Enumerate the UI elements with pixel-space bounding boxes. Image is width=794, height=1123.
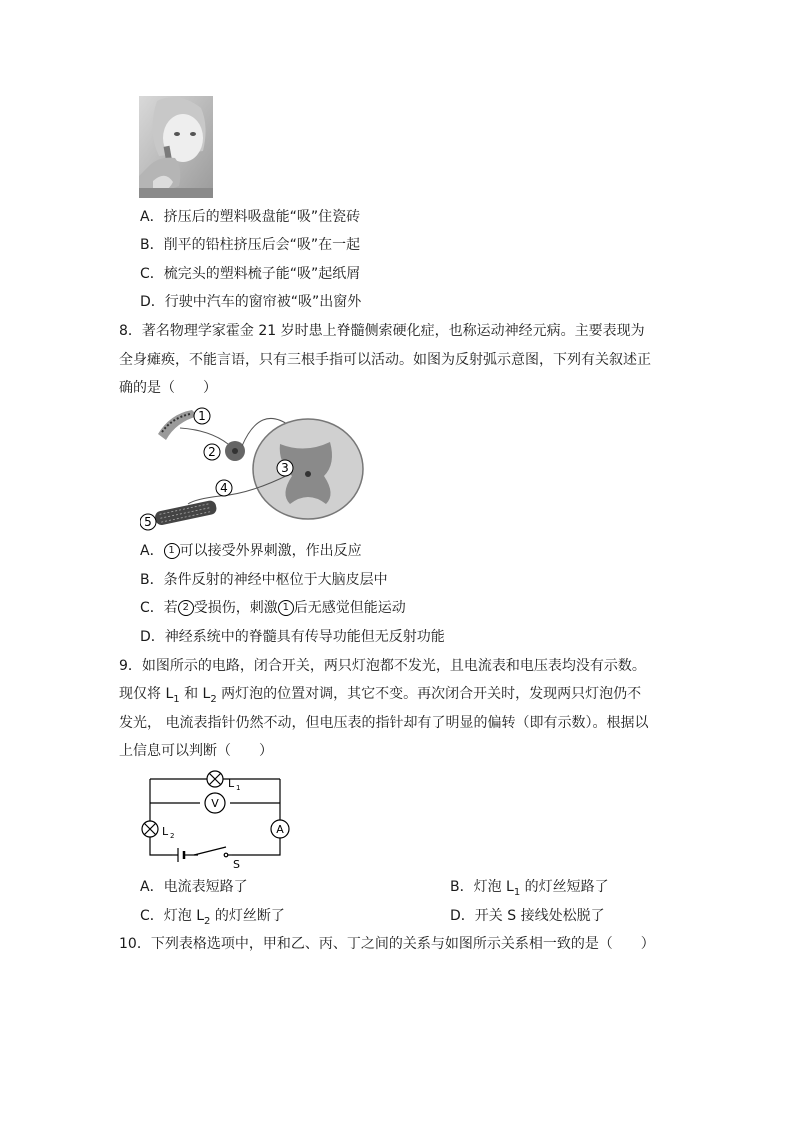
reflex-label-1: 1 bbox=[198, 409, 206, 423]
q8-stem-line2: 全身瘫痪，不能言语，只有三根手指可以活动。如图为反射弧示意图，下列有关叙述正 bbox=[119, 352, 651, 368]
subscript: 1 bbox=[513, 887, 521, 898]
subscript: 1 bbox=[173, 694, 180, 705]
q8-stem-line1: 8．著名物理学家霍金 21 岁时患上脊髓侧索硬化症，也称运动神经元病。主要表现为 bbox=[119, 323, 645, 339]
q8-option-c-text: 后无感觉但能运动 bbox=[293, 600, 406, 616]
q9-stem-line3: 发光， 电流表指针仍然不动，但电压表的指针却有了明显的偏转（即有示数）。根据以 bbox=[119, 715, 649, 731]
q9-option-c bbox=[140, 906, 285, 928]
q9-option-b-text: 的灯丝短路了 bbox=[520, 879, 609, 895]
child-photo bbox=[139, 96, 213, 198]
q9-stem-line4: 上信息可以判断（ ） bbox=[119, 743, 273, 759]
q9-option-c-text: 的灯丝断了 bbox=[210, 908, 285, 924]
reflex-arc-diagram bbox=[140, 404, 365, 534]
q7-option-a: A．挤压后的塑料吸盘能“吸”住瓷砖 bbox=[140, 209, 361, 225]
circled-number: 2 bbox=[178, 600, 194, 616]
circled-number: 1 bbox=[278, 600, 294, 616]
reflex-label-2: 2 bbox=[208, 445, 216, 459]
subscript: 2 bbox=[204, 916, 211, 927]
q10-stem-line1: 10．下列表格选项中，甲和乙、丙、丁之间的关系与如图所示关系相一致的是（ ） bbox=[119, 936, 655, 952]
q8-option-c bbox=[140, 598, 406, 618]
circuit-label-a: A bbox=[276, 823, 284, 836]
q8-option-a-prefix: A． bbox=[140, 543, 164, 559]
q7-option-b: B．削平的铅柱挤压后会“吸”在一起 bbox=[140, 237, 361, 253]
q9-option-b-text: B．灯泡 L bbox=[450, 879, 514, 895]
q9-stem-line2 bbox=[119, 684, 641, 706]
q7-option-d: D．行驶中汽车的窗帘被“吸”出窗外 bbox=[140, 294, 362, 310]
circuit-label-l2-sub: 2 bbox=[170, 832, 175, 840]
circuit-label-l1: L bbox=[228, 777, 235, 790]
circuit-label-l1-sub: 1 bbox=[236, 784, 241, 792]
q9-text: 两灯泡的位置对调，其它不变。再次闭合开关时，发现两只灯泡仍不 bbox=[216, 686, 642, 702]
q9-option-a: A．电流表短路了 bbox=[140, 879, 248, 895]
q8-option-d: D．神经系统中的脊髓具有传导功能但无反射功能 bbox=[140, 629, 445, 645]
reflex-label-4: 4 bbox=[220, 481, 228, 495]
q8-option-c-mid: 受损伤，刺激 bbox=[193, 600, 278, 616]
q8-option-b: B．条件反射的神经中枢位于大脑皮层中 bbox=[140, 572, 388, 588]
q9-text: 现仅将 L bbox=[119, 686, 174, 702]
reflex-label-5: 5 bbox=[144, 515, 152, 529]
subscript: 2 bbox=[210, 694, 217, 705]
q8-option-c-prefix: C．若 bbox=[140, 600, 178, 616]
q9-option-b bbox=[450, 877, 609, 899]
q9-text: 和 L bbox=[179, 686, 211, 702]
circuit-label-l2: L bbox=[162, 825, 169, 838]
circuit-label-s: S bbox=[233, 858, 240, 869]
q8-option-a-text: 可以接受外界刺激，作出反应 bbox=[179, 543, 362, 559]
circled-number: 1 bbox=[164, 543, 180, 559]
q7-option-c: C．梳完头的塑料梳子能“吸”起纸屑 bbox=[140, 266, 361, 282]
circuit-diagram bbox=[140, 769, 290, 869]
q8-option-a bbox=[140, 541, 362, 561]
q8-stem-line3: 确的是（ ） bbox=[119, 380, 217, 396]
reflex-label-3: 3 bbox=[281, 461, 289, 475]
q9-option-d: D．开关 S 接线处松脱了 bbox=[450, 908, 605, 924]
q9-option-c-text: C．灯泡 L bbox=[140, 908, 205, 924]
q9-stem-line1: 9．如图所示的电路，闭合开关，两只灯泡都不发光，且电流表和电压表均没有示数。 bbox=[119, 658, 646, 674]
circuit-label-v: V bbox=[211, 797, 219, 810]
